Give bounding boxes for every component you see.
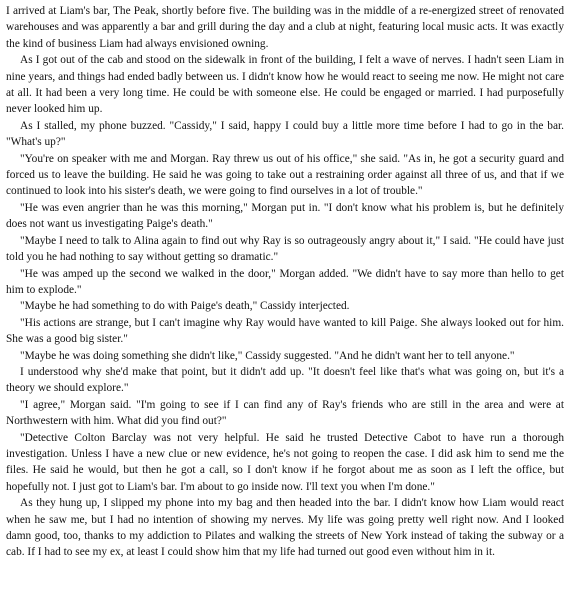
paragraph-7: "He was amped up the second we walked in the door," Morgan added. "We didn't have to say more than hello to get him to explode." bbox=[6, 267, 564, 296]
paragraph-3: As I stalled, my phone buzzed. "Cassidy," I said, happy I could buy a little more time before I had to go in the bar. "What's up?" bbox=[6, 119, 564, 149]
paragraph-6: "Maybe I need to talk to Alina again to find out why Ray is so outrageously angry about it," I said. "He could have just told you he had nothing to say without getting so dramatic." bbox=[6, 234, 564, 264]
paragraph-10: "Maybe he was doing something she didn't like," Cassidy suggested. "And he didn't want her to tell anyone." bbox=[20, 349, 515, 362]
paragraph-14: As they hung up, I slipped my phone into my bag and then headed into the bar. I didn't know how Liam would react when he saw me, but I had no intention of showing my nerves. My life was going pretty well right now. And I looked damn good, too, thanks to my addiction to Pilates and walking the streets of New York instead of taking the subway or a cab. If I had to see my ex, at least I could show him that my life had turned out good even without him in it. bbox=[6, 497, 564, 559]
paragraph-13: "Detective Colton Barclay was not very helpful. He said he trusted Detective Cabot to have run a thorough investigation. Unless I have a new clue or new evidence, he's not going to reopen the case. I did ask him to send me the files. He said he would, but then he got a call, so I don't know if he forgot about me as soon as I left the office, but hopefully not. I just got to Liam's bar. I'm about to go inside now. I'll text you when I'm done." bbox=[6, 431, 564, 493]
paragraph-8: "Maybe he had something to do with Paige's death," Cassidy interjected. bbox=[20, 300, 350, 313]
paragraph-1: I arrived at Liam's bar, The Peak, shortly before five. The building was in the middle of a re-energized street of renovated warehouses and was apparently a bar and grill during the day and a club at night, featuring local music acts. It was exactly the kind of business Liam had always envisioned owning. bbox=[6, 5, 564, 50]
paragraph-5: "He was even angrier than he was this morning," Morgan put in. "I don't know what his problem is, but he definitely does not want us investigating Paige's death." bbox=[6, 201, 564, 231]
paragraph-9: "His actions are strange, but I can't imagine why Ray would have wanted to kill Paige. She always looked out for him. She was a good big sister." bbox=[6, 316, 564, 346]
paragraph-11: I understood why she'd make that point, but it didn't add up. "It doesn't feel like that's what was going on, but it's a theory we should explore." bbox=[6, 365, 564, 395]
paragraph-2: As I got out of the cab and stood on the sidewalk in front of the building, I felt a wave of nerves. I hadn't seen Liam in nine years, and things had ended badly between us. I didn't know how he would react to seeing me now. He might not care at all. It had been a very long time. He could be with someone else. He could be engaged or married. I had purposefully never looked him up. bbox=[6, 54, 564, 116]
paragraph-4: "You're on speaker with me and Morgan. Ray threw us out of his office," she said. "As in, he got a security guard and forced us to leave the building. He said he was going to take out a restraining order against all three of us, and that if we continued to look into his sister's death, we were going to find ourselves in a lot of trouble." bbox=[6, 152, 564, 198]
paragraph-12: "I agree," Morgan said. "I'm going to see if I can find any of Ray's friends who are still in the area and were at Northwestern with him. What did you find out?" bbox=[6, 398, 564, 428]
